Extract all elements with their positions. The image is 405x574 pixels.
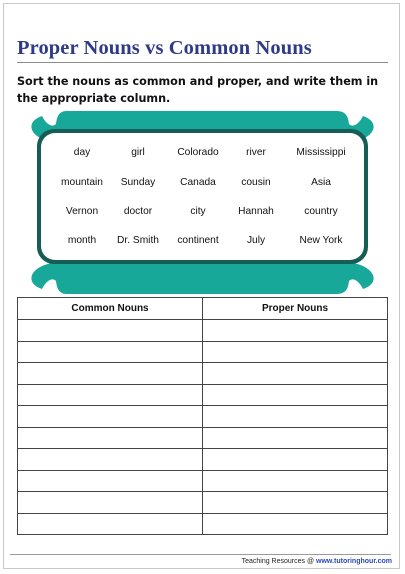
word-bank-item: Sunday — [120, 177, 156, 188]
word-bank-item: July — [246, 235, 266, 246]
word-bank-item: Hannah — [238, 206, 274, 217]
common-noun-cell[interactable] — [18, 384, 203, 406]
table-row — [18, 427, 388, 449]
proper-noun-cell[interactable] — [203, 492, 388, 514]
common-noun-cell[interactable] — [18, 341, 203, 363]
common-noun-cell[interactable] — [18, 449, 203, 471]
common-noun-cell[interactable] — [18, 406, 203, 428]
table-row — [18, 320, 388, 342]
common-noun-cell[interactable] — [18, 320, 203, 342]
word-bank-item: New York — [299, 235, 343, 246]
word-bank-item: girl — [131, 147, 145, 158]
proper-noun-cell[interactable] — [203, 320, 388, 342]
proper-noun-cell[interactable] — [203, 363, 388, 385]
proper-noun-cell[interactable] — [203, 470, 388, 492]
common-noun-cell[interactable] — [18, 470, 203, 492]
table-row — [18, 384, 388, 406]
word-bank-item: month — [67, 235, 97, 246]
word-bank-item: doctor — [123, 206, 153, 217]
proper-noun-cell[interactable] — [203, 427, 388, 449]
proper-noun-cell[interactable] — [203, 449, 388, 471]
sorting-table — [17, 297, 388, 535]
worksheet-title: Proper Nouns vs Common Nouns — [17, 37, 312, 59]
word-bank-item: Mississippi — [296, 147, 346, 158]
table-row — [18, 341, 388, 363]
word-bank-item: Colorado — [177, 147, 219, 158]
word-bank-item: Dr. Smith — [117, 235, 159, 246]
footer-divider — [10, 554, 391, 555]
common-noun-cell[interactable] — [18, 427, 203, 449]
footer-label: Teaching Resources @ — [241, 558, 315, 565]
common-noun-cell[interactable] — [18, 513, 203, 535]
instructions-text: Sort the nouns as common and proper, and write them in the appropriate column. — [17, 75, 379, 105]
proper-noun-cell[interactable] — [203, 341, 388, 363]
word-bank-item: Canada — [180, 177, 216, 188]
proper-noun-cell[interactable] — [203, 513, 388, 535]
common-noun-cell[interactable] — [18, 363, 203, 385]
common-noun-cell[interactable] — [18, 492, 203, 514]
footer-credit — [242, 558, 392, 565]
proper-noun-cell[interactable] — [203, 384, 388, 406]
word-bank-item: continent — [177, 235, 219, 246]
word-bank-item: Asia — [311, 177, 331, 188]
word-bank-item: mountain — [61, 177, 103, 188]
footer-url[interactable]: www.tutoringhour.com — [316, 558, 392, 565]
table-row — [18, 406, 388, 428]
table-row — [18, 492, 388, 514]
table-row — [18, 363, 388, 385]
proper-nouns-header: Proper Nouns — [203, 298, 388, 320]
proper-noun-cell[interactable] — [203, 406, 388, 428]
word-bank-item: city — [190, 206, 206, 217]
table-row — [18, 449, 388, 471]
word-bank-item: cousin — [241, 177, 271, 188]
word-bank — [54, 141, 354, 260]
word-bank-item: river — [246, 147, 266, 158]
word-bank-item: day — [73, 147, 91, 158]
table-row — [18, 513, 388, 535]
common-nouns-header: Common Nouns — [18, 298, 203, 320]
table-row — [18, 470, 388, 492]
word-bank-item: country — [304, 206, 338, 217]
word-bank-item: Vernon — [65, 206, 99, 217]
